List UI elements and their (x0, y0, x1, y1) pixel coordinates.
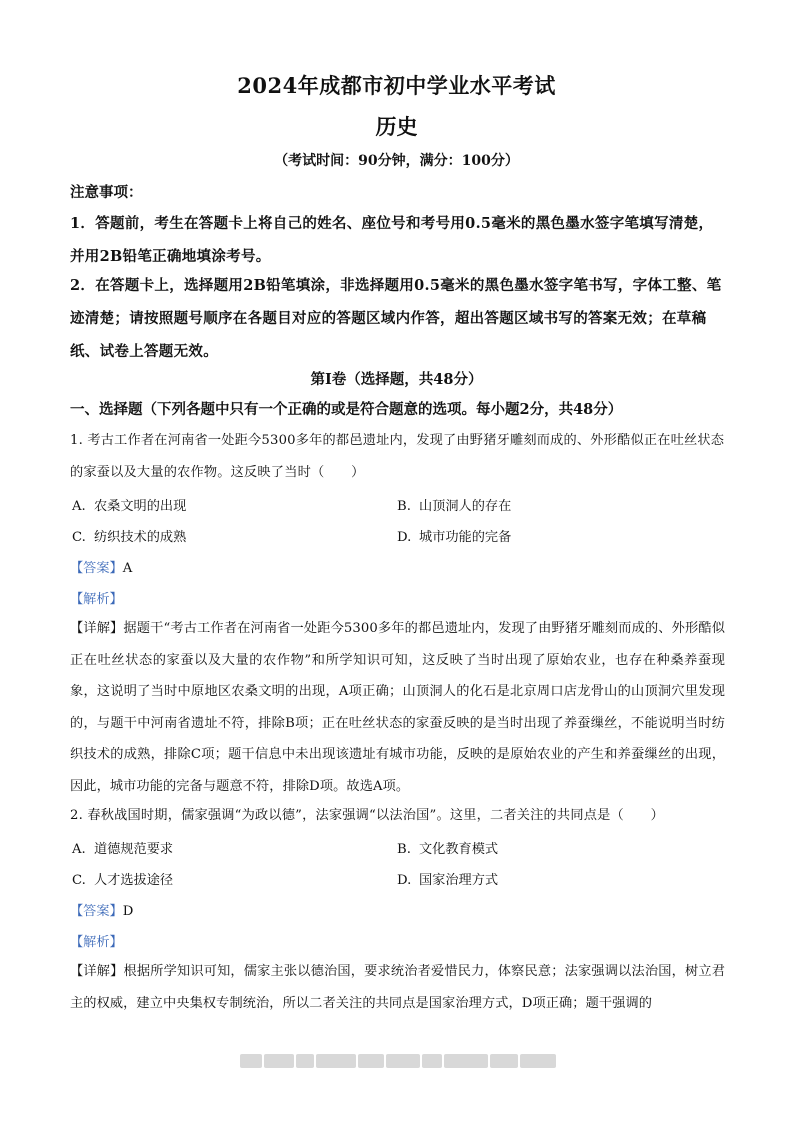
option-key: B. (397, 842, 411, 857)
option-key: C. (72, 530, 86, 545)
option-text: 农桑文明的出现 (94, 499, 187, 514)
question-2-analysis (70, 931, 123, 950)
question-1-answer (70, 557, 132, 576)
option-text: 城市功能的完备 (419, 530, 512, 545)
detail-text: 根据所学知识可知，儒家主张以德治国，要求统治者爱惜民力，体察民意；法家强调以法治国，树立君主的权威，建立中央集权专制统治，所以二者关注的共同点是国家治理方式，D项正确；题干强调的 (70, 964, 725, 1011)
question-1-detail (70, 613, 725, 803)
question-1-option-d (397, 526, 511, 545)
subject-title: 历史 (375, 114, 418, 139)
notice-heading: 注意事项： (70, 184, 143, 201)
option-text: 山顶洞人的存在 (419, 499, 512, 514)
question-2-answer (70, 900, 133, 919)
question-2-option-d (397, 869, 498, 888)
answer-value: A (122, 561, 133, 576)
blurred-footer-watermark (240, 1054, 556, 1068)
option-key: D. (397, 873, 412, 888)
question-2-detail (70, 956, 725, 1019)
question-1-option-b (397, 495, 511, 514)
answer-label: 【答案】 (70, 904, 123, 919)
detail-label: 【详解】 (70, 621, 124, 636)
answer-value: D (122, 904, 134, 919)
question-2-option-b (397, 838, 498, 857)
option-text: 人才选拔途径 (94, 873, 174, 888)
option-key: B. (397, 499, 411, 514)
option-key: A. (72, 842, 86, 857)
notice-item-1: 1．答题前，考生在答题卡上将自己的姓名、座位号和考号用0.5毫米的黑色墨水签字笔填写清楚，并用2B铅笔正确地填涂考号。 (70, 215, 714, 265)
option-text: 国家治理方式 (419, 873, 499, 888)
question-1-analysis (70, 588, 123, 607)
option-text: 纺织技术的成熟 (94, 530, 187, 545)
question-2-stem: 2. 春秋战国时期，儒家强调“为政以德”，法家强调“以法治国”。这里，二者关注的共同点是（ ） (70, 808, 665, 823)
section-title: 一、选择题（下列各题中只有一个正确的或是符合题意的选项。每小题2分，共48分） (70, 401, 623, 418)
exam-info: （考试时间：90分钟，满分：100分） (274, 153, 519, 169)
detail-text: 据题干“考古工作者在河南省一处距今5300多年的都邑遗址内，发现了由野猪牙雕刻而成的、外形酷似正在吐丝状态的家蚕以及大量的农作物”和所学知识可知，这反映了当时出现了原始农业，也存在种桑养蚕现象，这说明了当时中原地区农桑文明的出现，A项正确；山顶洞人的化石是北京周口店龙骨山的山顶洞穴里发现的，与题干中河南省遗址不符，排除B项；正在吐丝状态的家蚕反映的是当时出现了养蚕缫丝，不能说明当时纺织技术的成熟，排除C项；题干信息中未出现该遗址有城市功能，反映的是原始农业的产生和养蚕缫丝的出现，因此，城市功能的完备与题意不符，排除D项。故选A项。 (70, 621, 725, 794)
answer-label: 【答案】 (70, 561, 123, 576)
exam-title: 2024年成都市初中学业水平考试 (237, 73, 556, 98)
option-text: 道德规范要求 (94, 842, 174, 857)
question-2-option-a (72, 838, 173, 857)
question-1-stem: 1. 考古工作者在河南省一处距今5300多年的都邑遗址内，发现了由野猪牙雕刻而成的、外形酷似正在吐丝状态的家蚕以及大量的农作物。这反映了当时（ ） (70, 433, 725, 480)
option-key: C. (72, 873, 86, 888)
analysis-label: 【解析】 (70, 592, 123, 607)
option-text: 文化教育模式 (419, 842, 499, 857)
question-2-option-c (72, 869, 173, 888)
question-1-option-c (72, 526, 186, 545)
question-1-option-a (72, 495, 186, 514)
option-key: A. (72, 499, 86, 514)
volume-title: 第Ⅰ卷（选择题，共48分） (310, 371, 483, 388)
detail-label: 【详解】 (70, 964, 124, 979)
notice-item-2: 2．在答题卡上，选择题用2B铅笔填涂，非选择题用0.5毫米的黑色墨水签字笔书写，字体工整、笔迹清楚；请按照题号顺序在各题目对应的答题区域内作答，超出答题区域书写的答案无效；在草稿纸、试卷上答题无效。 (70, 277, 722, 360)
analysis-label: 【解析】 (70, 935, 123, 950)
option-key: D. (397, 530, 412, 545)
